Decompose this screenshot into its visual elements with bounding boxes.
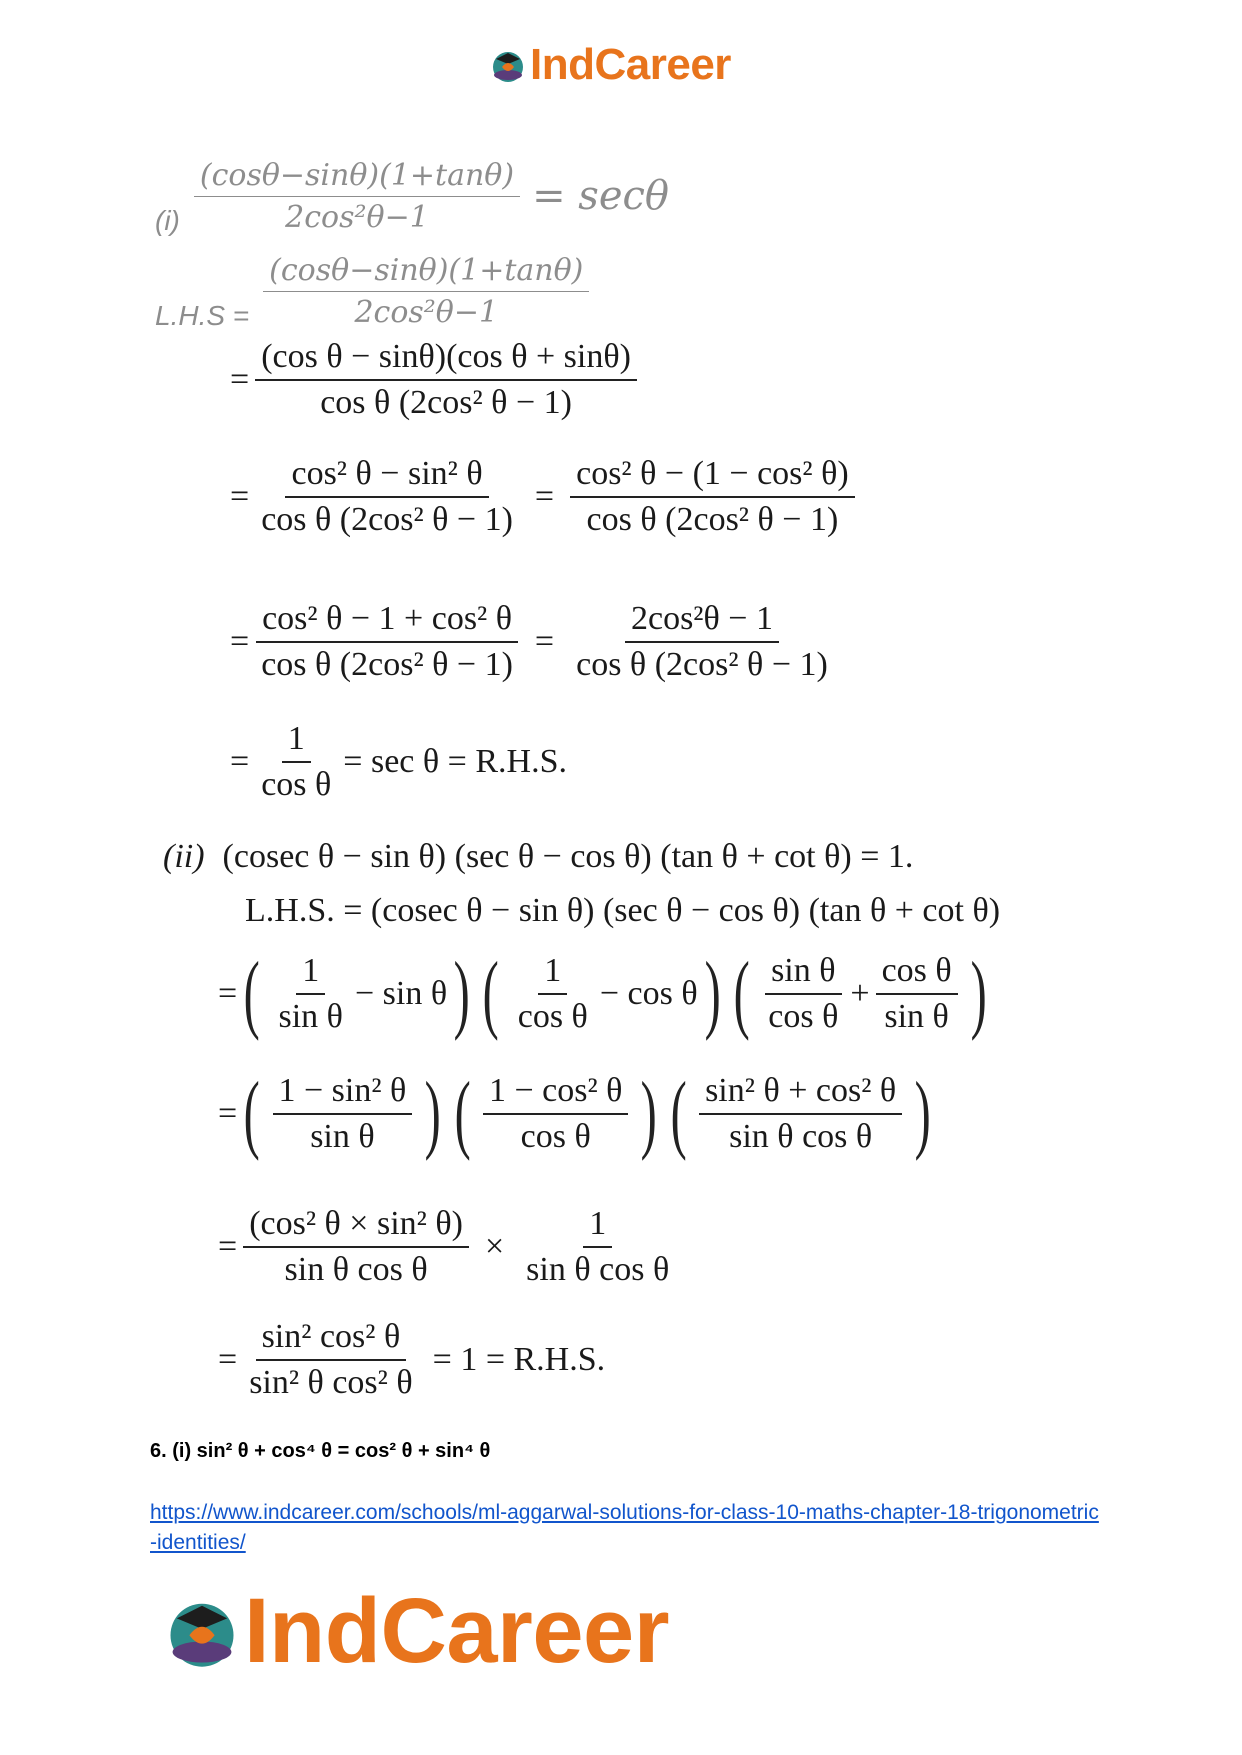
- left-paren: (: [243, 1065, 260, 1162]
- left-paren: (: [483, 945, 500, 1042]
- row-1-b-denominator: cos θ: [517, 998, 588, 1035]
- step-1-numerator: (cos θ − sinθ)(cos θ + sinθ): [255, 338, 637, 381]
- row-1-b-rest: − cos θ: [599, 975, 698, 1012]
- row-1-b-numerator: 1: [538, 952, 567, 995]
- step-3: [230, 600, 840, 684]
- left-paren: (: [243, 945, 260, 1042]
- left-paren: (: [454, 1065, 471, 1162]
- row-1-c1-denominator: cos θ: [768, 998, 839, 1035]
- given-denominator: 2cos²θ−1: [285, 199, 429, 235]
- row-2-b-denominator: cos θ: [520, 1118, 591, 1155]
- step-2b-numerator: cos² θ − (1 − cos² θ): [570, 455, 855, 498]
- step-2a-denominator: cos θ (2cos² θ − 1): [261, 501, 513, 538]
- row-3-a-fraction: [243, 1205, 469, 1289]
- step-4-denominator: cos θ: [261, 766, 332, 803]
- part-ii-row-3: [218, 1205, 681, 1289]
- row-3-a-denominator: sin θ cos θ: [284, 1251, 428, 1288]
- right-paren: ): [914, 1065, 931, 1162]
- row-1-a-rest: − sin θ: [354, 975, 448, 1012]
- part-ii-row-4: [218, 1318, 605, 1402]
- row-2-c-numerator: sin² θ + cos² θ: [699, 1072, 902, 1115]
- question-6: 6. (i) sin² θ + cos⁴ θ = cos² θ + sin⁴ θ: [150, 1440, 491, 1462]
- row-2-c-denominator: sin θ cos θ: [729, 1118, 873, 1155]
- row-1-c2-denominator: sin θ: [884, 998, 949, 1035]
- equals-sign: =: [230, 743, 250, 780]
- row-1-c1-fraction: [762, 952, 844, 1036]
- row-1-a-fraction: [273, 952, 349, 1036]
- step-4-numerator: 1: [282, 720, 311, 763]
- step-3a-denominator: cos θ (2cos² θ − 1): [261, 646, 513, 683]
- plus-sign: +: [850, 975, 870, 1012]
- right-paren: ): [453, 945, 470, 1042]
- equals-sign: =: [230, 623, 250, 660]
- row-1-a-denominator: sin θ: [278, 998, 343, 1035]
- equals-sign: =: [218, 1341, 238, 1378]
- step-2b-denominator: cos θ (2cos² θ − 1): [586, 501, 839, 538]
- graduation-cap-book-globe-icon: [160, 1589, 244, 1673]
- row-1-b-fraction: [512, 952, 594, 1036]
- right-paren: ): [704, 945, 721, 1042]
- row-2-b-numerator: 1 − cos² θ: [483, 1072, 628, 1115]
- lhs-line: [155, 250, 595, 332]
- given-rhs: = secθ: [532, 173, 669, 219]
- equals-sign: =: [218, 1095, 238, 1132]
- step-1-fraction: [255, 338, 637, 422]
- part-i-label: (i): [155, 205, 180, 236]
- lhs-fraction: [263, 253, 589, 330]
- row-3-b-fraction: [520, 1205, 675, 1289]
- row-4-fraction: [243, 1318, 418, 1402]
- equals-sign: =: [218, 1228, 238, 1265]
- row-2-b-fraction: [483, 1072, 628, 1156]
- equals-sign: =: [534, 478, 555, 515]
- step-1: [230, 338, 643, 422]
- row-4-numerator: sin² cos² θ: [256, 1318, 407, 1361]
- equals-sign: =: [534, 623, 555, 660]
- logo-wordmark: IndCareer: [244, 1580, 669, 1682]
- row-1-c2-fraction: [876, 952, 958, 1036]
- row-4-result: = 1 = R.H.S.: [432, 1341, 606, 1378]
- equals-sign: =: [218, 975, 238, 1012]
- equals-sign: =: [230, 361, 250, 398]
- row-3-b-numerator: 1: [583, 1205, 612, 1248]
- row-2-a-numerator: 1 − sin² θ: [273, 1072, 413, 1115]
- part-ii-row-1: [218, 945, 993, 1042]
- equals-sign: =: [230, 478, 250, 515]
- right-paren: ): [970, 945, 987, 1042]
- header-logo: [488, 40, 731, 90]
- step-4-fraction: [255, 720, 337, 804]
- graduation-cap-book-globe-icon: [488, 45, 528, 85]
- row-1-a-numerator: 1: [296, 952, 325, 995]
- step-2a-numerator: cos² θ − sin² θ: [285, 455, 488, 498]
- row-1-c1-numerator: sin θ: [765, 952, 841, 995]
- step-3b-numerator: 2cos²θ − 1: [625, 600, 779, 643]
- row-4-denominator: sin² θ cos² θ: [249, 1364, 413, 1401]
- part-ii-lhs-line: [245, 892, 1000, 930]
- row-2-a-fraction: [273, 1072, 413, 1156]
- part-i-statement: [155, 155, 669, 237]
- row-3-b-denominator: sin θ cos θ: [526, 1251, 670, 1288]
- lhs-denominator: 2cos²θ−1: [354, 294, 499, 330]
- step-4: [230, 720, 567, 804]
- part-ii-label: (ii): [163, 838, 205, 875]
- row-1-c2-numerator: cos θ: [876, 952, 958, 995]
- step-1-denominator: cos θ (2cos² θ − 1): [320, 384, 572, 421]
- part-ii-lhs-text: L.H.S. = (cosec θ − sin θ) (sec θ − cos θ) (tan θ + cot θ): [245, 892, 1001, 929]
- step-2b-fraction: [570, 455, 855, 539]
- part-ii-statement: [163, 838, 913, 876]
- given-fraction: [194, 158, 520, 235]
- step-3a-fraction: [255, 600, 519, 684]
- step-2a-fraction: [255, 455, 519, 539]
- step-3b-fraction: [570, 600, 834, 684]
- step-3b-denominator: cos θ (2cos² θ − 1): [576, 646, 828, 683]
- row-3-a-numerator: (cos² θ × sin² θ): [243, 1205, 469, 1248]
- row-2-c-fraction: [699, 1072, 902, 1156]
- step-2: [230, 455, 861, 539]
- footer-logo: [160, 1580, 669, 1682]
- left-paren: (: [670, 1065, 687, 1162]
- lhs-label: L.H.S =: [155, 300, 250, 331]
- times-sign: ×: [484, 1228, 505, 1265]
- logo-wordmark: IndCareer: [530, 40, 731, 89]
- left-paren: (: [733, 945, 750, 1042]
- lhs-numerator: (cosθ−sinθ)(1+tanθ): [263, 253, 589, 292]
- part-ii-row-2: [218, 1065, 938, 1162]
- right-paren: ): [424, 1065, 442, 1162]
- row-2-a-denominator: sin θ: [310, 1118, 375, 1155]
- right-paren: ): [641, 1065, 658, 1162]
- given-numerator: (cosθ−sinθ)(1+tanθ): [194, 158, 520, 197]
- part-ii-identity: (cosec θ − sin θ) (sec θ − cos θ) (tan θ + cot θ) = 1.: [222, 838, 914, 875]
- source-link[interactable]: https://www.indcareer.com/schools/ml-aggarwal-solutions-for-class-10-maths-chapter-18-trigonometric-identities/: [150, 1501, 1099, 1554]
- step-4-result: = sec θ = R.H.S.: [343, 743, 567, 780]
- step-3a-numerator: cos² θ − 1 + cos² θ: [256, 600, 518, 643]
